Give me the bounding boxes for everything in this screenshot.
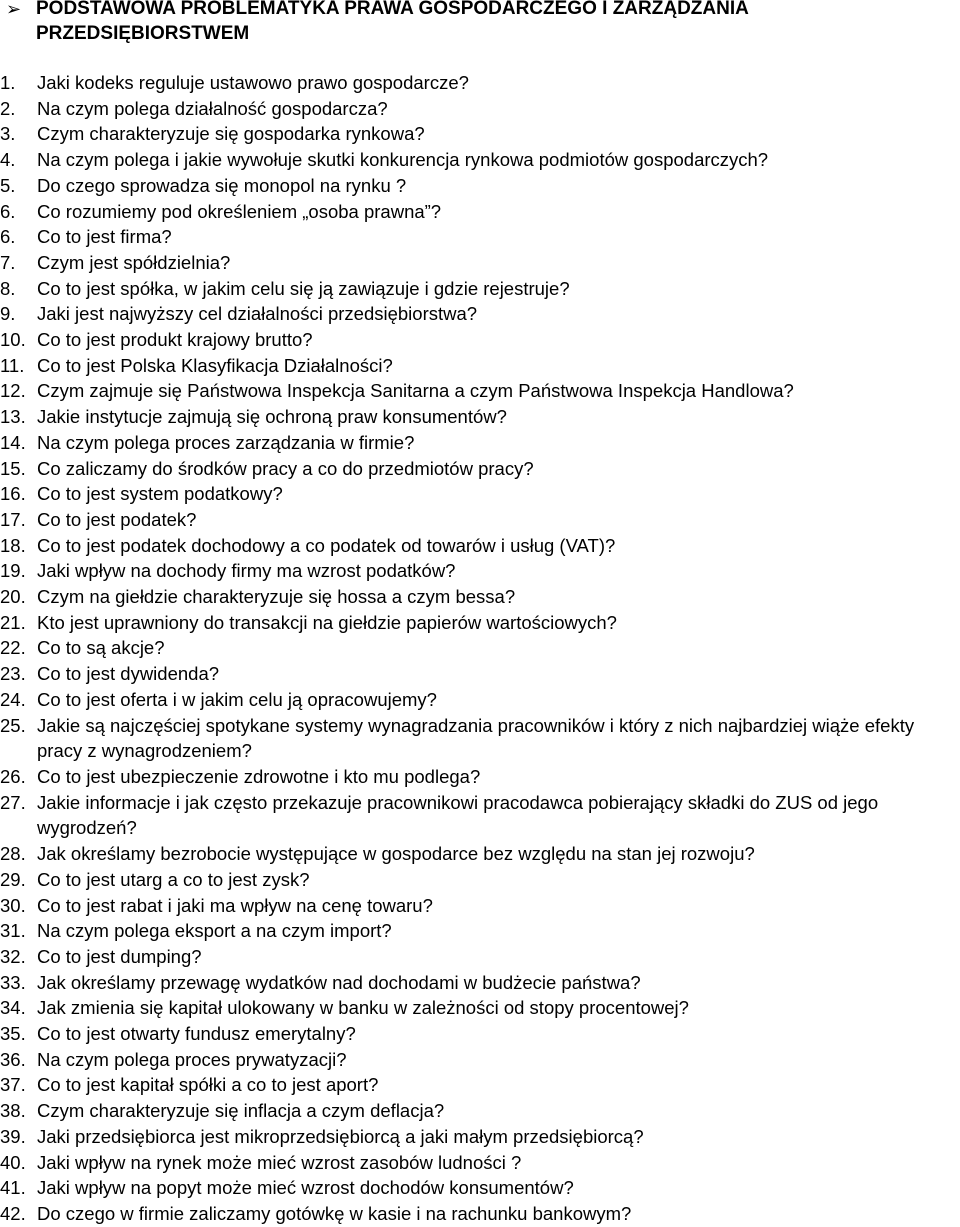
question-text: Jaki wpływ na rynek może mieć wzrost zasobów ludności ? <box>37 1151 522 1173</box>
section-title: PODSTAWOWA PROBLEMATYKA PRAWA GOSPODARCZEGO I ZARZĄDZANIA PRZEDSIĘBIORSTWEM <box>36 0 749 44</box>
question-text: Co to jest ubezpieczenie zdrowotne i kto mu podlega? <box>37 765 481 787</box>
question-number: 7. <box>0 251 16 273</box>
question-number: 35. <box>0 1023 26 1045</box>
question-item <box>0 481 960 507</box>
question-item <box>0 327 960 353</box>
question-number: 15. <box>0 457 26 479</box>
question-item <box>0 970 960 996</box>
question-number: 32. <box>0 945 26 967</box>
question-item <box>0 404 960 430</box>
question-text: Co to są akcje? <box>37 637 165 659</box>
question-text: Jaki wpływ na dochody firmy ma wzrost podatków? <box>37 560 456 582</box>
question-number: 6. <box>0 200 16 222</box>
question-number: 40. <box>0 1151 26 1173</box>
question-text: Jakie informacje i jak często przekazuje pracownikowi pracodawca pobierający składki do ZUS od jego wygrodzeń? <box>37 791 879 839</box>
question-text: Jak zmienia się kapitał ulokowany w banku w zależności od stopy procentowej? <box>37 997 689 1019</box>
question-text: Co to jest firma? <box>37 226 172 248</box>
question-item <box>0 1098 960 1124</box>
question-item <box>0 224 960 250</box>
question-text: Co to jest podatek dochodowy a co podatek od towarów i usług (VAT)? <box>37 534 616 556</box>
question-item <box>0 944 960 970</box>
question-number: 34. <box>0 997 26 1019</box>
question-number: 38. <box>0 1100 26 1122</box>
question-number: 1. <box>0 72 16 93</box>
question-item <box>0 199 960 225</box>
question-item <box>0 147 960 173</box>
question-number: 24. <box>0 688 26 710</box>
question-item <box>0 1021 960 1047</box>
question-number: 10. <box>0 329 26 351</box>
question-text: Co to jest spółka, w jakim celu się ją zawiązuje i gdzie rejestruje? <box>37 277 570 299</box>
question-text: Jaki przedsiębiorca jest mikroprzedsiębiorcą a jaki małym przedsiębiorcą? <box>37 1125 644 1147</box>
question-number: 25. <box>0 714 26 736</box>
question-item <box>0 250 960 276</box>
question-number: 41. <box>0 1177 26 1199</box>
question-number: 16. <box>0 483 26 505</box>
question-item <box>0 301 960 327</box>
question-item <box>0 610 960 636</box>
question-number: 12. <box>0 380 26 402</box>
question-text: Co to jest rabat i jaki ma wpływ na cenę towaru? <box>37 894 433 916</box>
section-heading <box>0 0 960 46</box>
question-item <box>0 893 960 919</box>
question-text: Co to jest produkt krajowy brutto? <box>37 329 313 351</box>
question-number: 11. <box>0 354 25 376</box>
arrow-bullet-icon: ➢ <box>6 0 22 19</box>
question-text: Na czym polega proces zarządzania w firmie? <box>37 431 415 453</box>
question-text: Jaki jest najwyższy cel działalności przedsiębiorstwa? <box>37 303 478 325</box>
question-text: Do czego w firmie zaliczamy gotówkę w kasie i na rachunku bankowym? <box>37 1202 632 1224</box>
question-text: Jakie są najczęściej spotykane systemy wynagradzania pracowników i który z nich najbardziej wiąże efekty pracy z wynagrodzeniem? <box>37 714 915 762</box>
question-item <box>0 918 960 944</box>
question-text: Jak określamy bezrobocie występujące w gospodarce bez względu na stan jej rozwoju? <box>37 843 755 865</box>
question-text: Co to jest otwarty fundusz emerytalny? <box>37 1023 356 1045</box>
question-number: 19. <box>0 560 26 582</box>
question-text: Co zaliczamy do środków pracy a co do przedmiotów pracy? <box>37 457 534 479</box>
question-item <box>0 1150 960 1176</box>
question-text: Co to jest kapitał spółki a co to jest aport? <box>37 1074 379 1096</box>
question-text: Co to jest oferta i w jakim celu ją opracowujemy? <box>37 688 437 710</box>
question-item <box>0 533 960 559</box>
question-number: 21. <box>0 611 26 633</box>
question-text: Czym na giełdzie charakteryzuje się hossa a czym bessa? <box>37 586 516 608</box>
question-item <box>0 507 960 533</box>
question-item <box>0 764 960 790</box>
question-item <box>0 713 960 764</box>
question-item <box>0 1124 960 1150</box>
question-number: 3. <box>0 123 16 145</box>
question-number: 29. <box>0 868 26 890</box>
question-item <box>0 276 960 302</box>
question-item <box>0 995 960 1021</box>
question-item <box>0 687 960 713</box>
question-number: 27. <box>0 791 26 813</box>
question-number: 31. <box>0 920 26 942</box>
question-number: 33. <box>0 971 26 993</box>
question-list <box>0 70 960 1227</box>
question-item <box>0 96 960 122</box>
question-item <box>0 558 960 584</box>
question-text: Jak określamy przewagę wydatków nad dochodami w budżecie państwa? <box>37 971 641 993</box>
question-item <box>0 1175 960 1201</box>
question-number: 5. <box>0 174 16 196</box>
question-number: 2. <box>0 97 16 119</box>
question-number: 36. <box>0 1048 26 1070</box>
question-number: 4. <box>0 149 16 171</box>
question-text: Co rozumiemy pod określeniem „osoba prawna”? <box>37 200 442 222</box>
question-item <box>0 584 960 610</box>
question-text: Co to jest podatek? <box>37 508 197 530</box>
question-number: 37. <box>0 1074 26 1096</box>
question-item <box>0 378 960 404</box>
question-text: Co to jest dywidenda? <box>37 663 220 685</box>
question-text: Czym jest spółdzielnia? <box>37 251 231 273</box>
question-item <box>0 173 960 199</box>
question-item <box>0 1201 960 1227</box>
question-text: Na czym polega proces prywatyzacji? <box>37 1048 347 1070</box>
question-number: 39. <box>0 1125 26 1147</box>
question-item <box>0 70 960 96</box>
question-number: 13. <box>0 406 26 428</box>
question-number: 6. <box>0 226 16 248</box>
question-text: Jakie instytucje zajmują się ochroną praw konsumentów? <box>37 406 507 428</box>
question-item <box>0 1072 960 1098</box>
question-number: 20. <box>0 586 26 608</box>
question-text: Jaki wpływ na popyt może mieć wzrost dochodów konsumentów? <box>37 1177 574 1199</box>
question-item <box>0 790 960 841</box>
question-number: 26. <box>0 765 26 787</box>
question-number: 8. <box>0 277 16 299</box>
question-text: Na czym polega eksport a na czym import? <box>37 920 392 942</box>
question-item <box>0 661 960 687</box>
question-number: 18. <box>0 534 26 556</box>
question-item <box>0 121 960 147</box>
question-item <box>0 456 960 482</box>
question-number: 30. <box>0 894 26 916</box>
question-number: 23. <box>0 663 26 685</box>
question-item <box>0 1047 960 1073</box>
question-item <box>0 353 960 379</box>
question-text: Na czym polega i jakie wywołuje skutki konkurencja rynkowa podmiotów gospodarczych? <box>37 149 769 171</box>
question-text: Co to jest dumping? <box>37 945 202 967</box>
question-number: 17. <box>0 508 26 530</box>
question-number: 14. <box>0 431 26 453</box>
question-item <box>0 430 960 456</box>
question-text: Do czego sprowadza się monopol na rynku ? <box>37 174 407 196</box>
question-text: Co to jest utarg a co to jest zysk? <box>37 868 310 890</box>
question-text: Na czym polega działalność gospodarcza? <box>37 97 388 119</box>
question-text: Co to jest Polska Klasyfikacja Działalności? <box>37 354 393 376</box>
question-number: 22. <box>0 637 26 659</box>
question-text: Jaki kodeks reguluje ustawowo prawo gospodarcze? <box>37 72 469 93</box>
question-text: Kto jest uprawniony do transakcji na giełdzie papierów wartościowych? <box>37 611 617 633</box>
question-item <box>0 841 960 867</box>
question-text: Czym charakteryzuje się gospodarka rynkowa? <box>37 123 425 145</box>
question-number: 42. <box>0 1202 26 1224</box>
question-item <box>0 635 960 661</box>
question-text: Czym charakteryzuje się inflacja a czym deflacja? <box>37 1100 445 1122</box>
question-number: 9. <box>0 303 16 325</box>
question-text: Co to jest system podatkowy? <box>37 483 283 505</box>
question-text: Czym zajmuje się Państwowa Inspekcja Sanitarna a czym Państwowa Inspekcja Handlowa? <box>37 380 794 402</box>
question-number: 28. <box>0 843 26 865</box>
question-item <box>0 867 960 893</box>
